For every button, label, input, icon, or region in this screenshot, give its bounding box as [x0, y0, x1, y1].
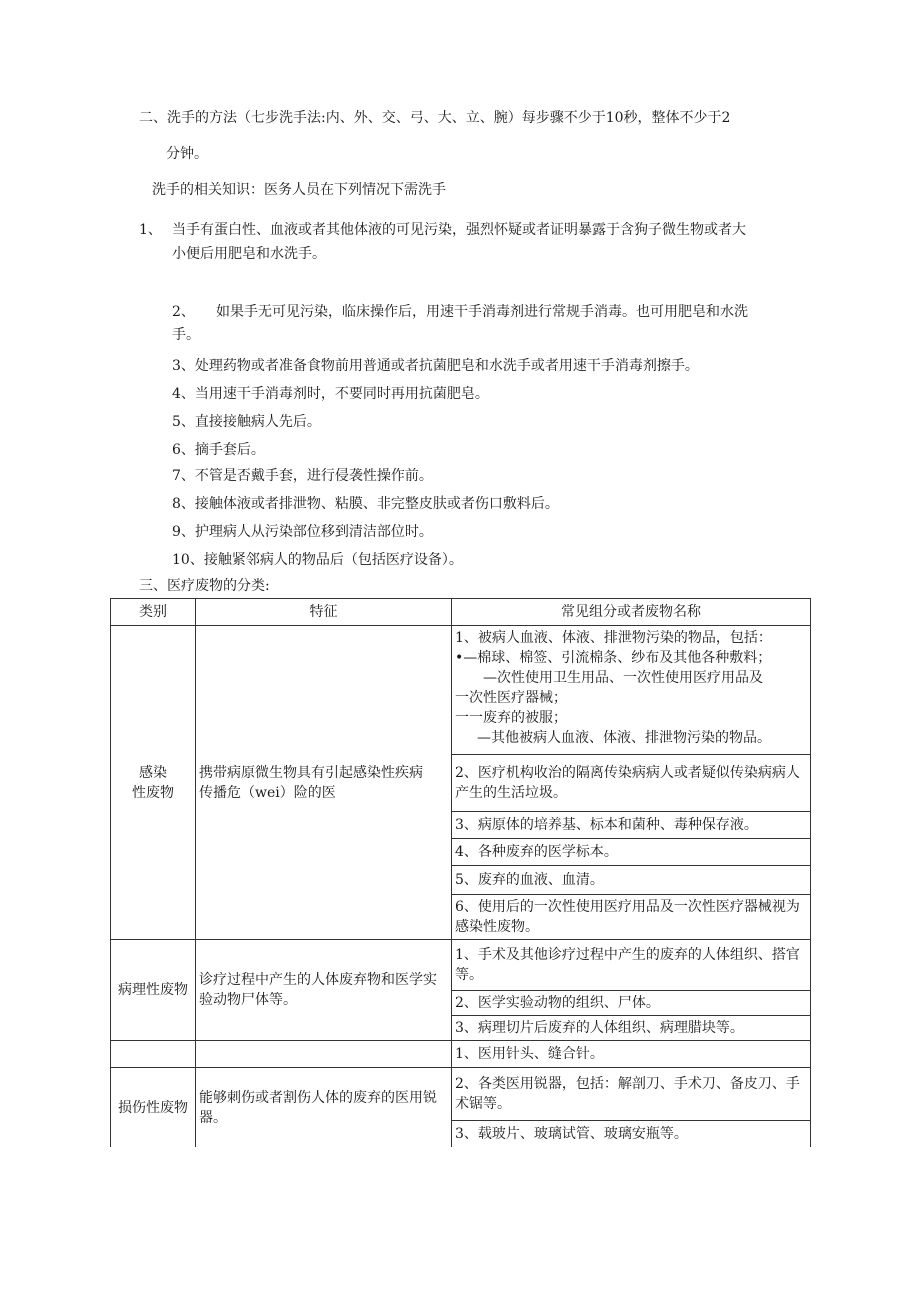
table-row [111, 1041, 811, 1068]
list-item-text: 手。 [172, 327, 200, 343]
sharps-item-3: 3、载玻片、玻璃试管、玻璃安瓶等。 [452, 1121, 811, 1148]
category-infectious: 感染 性废物 [111, 626, 196, 940]
list-item: 4、当用速干手消毒剂时，不要同时再用抗菌肥皂。 [172, 386, 489, 402]
pathological-item-1: 1、手术及其他诊疗过程中产生的废弃的人体组织、搭官等。 [452, 940, 811, 991]
list-item: 5、直接接触病人先后。 [172, 414, 321, 430]
header-category: 类别 [111, 599, 196, 626]
infectious-item-2: 2、医疗机构收治的隔离传染病病人或者疑似传染病病人产生的生活垃圾。 [452, 755, 811, 812]
list-item-text: 如果手无可见污染，临床操作后，用速干手消毒剂进行常规手消毒。也可用肥皂和水洗 [216, 304, 748, 320]
section3-heading: 三、医疗废物的分类: [139, 578, 270, 594]
list-item-number: 2、 [172, 304, 195, 320]
list-item: 6、摘手套后。 [172, 442, 265, 458]
list-item: 3、处理药物或者准备食物前用普通或者抗菌肥皂和水洗手或者用速干手消毒剂擦手。 [172, 358, 699, 374]
infectious-item-3: 3、病原体的培养基、标本和菌种、毒种保存液。 [452, 812, 811, 839]
section2-heading-cont: 分钟。 [166, 146, 208, 162]
list-item: 7、不管是否戴手套，进行侵袭性操作前。 [172, 468, 433, 484]
list-item: 10、接触紧邻病人的物品后（包括医疗设备）。 [172, 552, 463, 568]
feature-pathological: 诊疗过程中产生的人体废弃物和医学实验动物尸体等。 [196, 940, 452, 1041]
list-item-text: 当手有蛋白性、血液或者其他体液的可见污染，强烈怀疑或者证明暴露于含狗子微生物或者大 [172, 222, 746, 238]
infectious-item-1: 1、被病人血液、体液、排泄物污染的物品，包括： •—棉球、棉签、引流棉条、纱布及其他各种敷料； —次性使用卫生用品、一次性使用医疗用品及 一次性医疗器械； 一一废弃的被服； —其他被病人血液、体液、排泄物污染的物品。 [452, 626, 811, 755]
header-feature: 特征 [196, 599, 452, 626]
section2-intro: 洗手的相关知识：医务人员在下列情况下需洗手 [152, 182, 446, 198]
list-item-text: 小便后用肥皂和水洗手。 [172, 246, 326, 262]
list-item: 9、护理病人从污染部位移到清洁部位时。 [172, 524, 433, 540]
category-sharps-blank [111, 1041, 196, 1068]
category-sharps: 损伤性废物 [111, 1068, 196, 1148]
table-row [111, 1068, 811, 1121]
category-pathological: 病理性废物 [111, 940, 196, 1041]
list-item: 8、接触体液或者排泄物、粘膜、非完整皮肤或者伤口敷料后。 [172, 496, 559, 512]
feature-sharps: 能够刺伤或者割伤人体的废弃的医用锐器。 [196, 1068, 452, 1148]
table-row [111, 626, 811, 755]
table-row [111, 940, 811, 991]
header-components: 常见组分或者废物名称 [452, 599, 811, 626]
pathological-item-3: 3、病理切片后废弃的人体组织、病理腊块等。 [452, 1016, 811, 1041]
infectious-item-6: 6、使用后的一次性使用医疗用品及一次性医疗器械视为感染性废物。 [452, 895, 811, 940]
medical-waste-table [110, 598, 811, 1147]
section2-heading: 二、洗手的方法（七步洗手法:内、外、交、弓、大、立、腕）每步骤不少于10秒，整体不少于2 [139, 110, 731, 126]
feature-infectious: 携带病原微生物具有引起感染性疾病 传播危（wei）险的医 [196, 626, 452, 940]
infectious-item-4: 4、各种废弃的医学标本。 [452, 839, 811, 866]
table-header-row [111, 599, 811, 626]
sharps-item-1: 1、医用针头、缝合针。 [452, 1041, 811, 1068]
sharps-item-2: 2、各类医用锐器，包括：解剖刀、手术刀、备皮刀、手术锯等。 [452, 1068, 811, 1121]
list-item-number: 1、 [139, 222, 162, 238]
feature-sharps-blank [196, 1041, 452, 1068]
pathological-item-2: 2、医学实验动物的组织、尸体。 [452, 991, 811, 1016]
infectious-item-5: 5、废弃的血液、血清。 [452, 866, 811, 895]
